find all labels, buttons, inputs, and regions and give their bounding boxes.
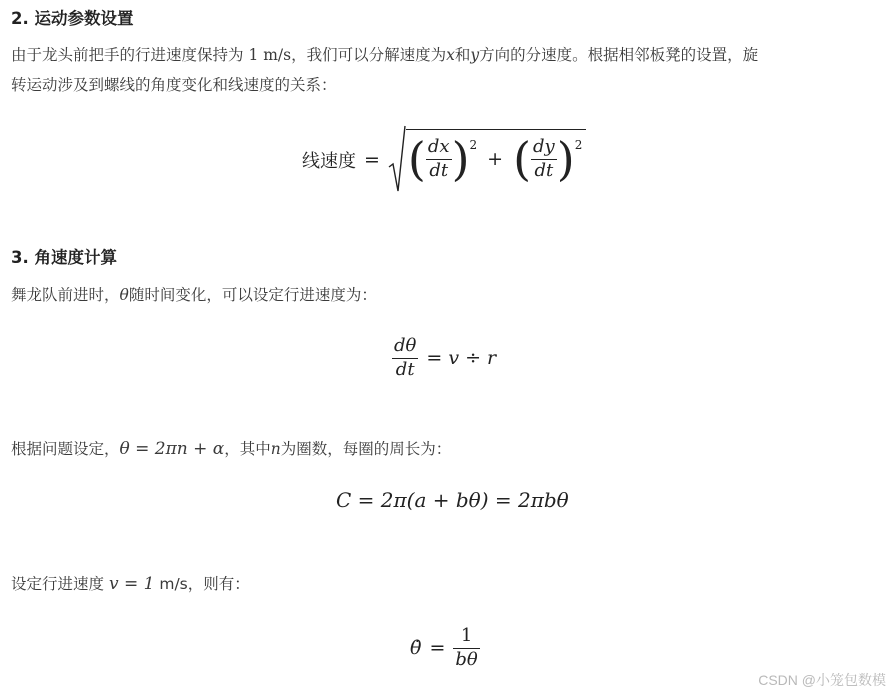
text-span: 根据问题设定， bbox=[11, 440, 120, 458]
text-span: ，我们可以分解速度为 bbox=[291, 46, 447, 64]
circumference-formula: C = 2π(a + bθ) = 2πbθ bbox=[336, 488, 569, 512]
speed-value: 1 m/s bbox=[248, 46, 292, 64]
fraction-dtheta-dt bbox=[392, 336, 418, 380]
var-theta: θ bbox=[119, 286, 129, 304]
frac-num: dθ bbox=[394, 334, 417, 356]
theta-dot-formula bbox=[410, 620, 480, 676]
text-span: 设定行进速度 bbox=[11, 575, 109, 593]
watermark: CSDN @小笼包数模 bbox=[758, 672, 886, 688]
plus-sign: + bbox=[487, 148, 504, 170]
frac-den: dt bbox=[395, 358, 415, 380]
fraction-1-btheta bbox=[453, 626, 479, 670]
theta-equation: θ = 2πn + α bbox=[119, 439, 225, 459]
section-2-paragraph-line-2: 转运动涉及到螺线的角度变化和线速度的关系： bbox=[11, 76, 337, 94]
frac-num: 1 bbox=[460, 624, 473, 646]
exponent: 2 bbox=[469, 138, 478, 152]
equals-sign: = bbox=[364, 149, 380, 171]
paren-close: ) bbox=[451, 132, 470, 186]
section-3-paragraph-3 bbox=[11, 569, 250, 599]
frac-num: dx bbox=[427, 135, 450, 157]
paren-open: ( bbox=[407, 132, 426, 186]
equals-sign: = bbox=[429, 637, 446, 659]
text-span: 舞龙队前进时， bbox=[11, 286, 120, 304]
fraction-dx-dt bbox=[426, 137, 452, 181]
text-span: ，则有： bbox=[187, 575, 250, 593]
velocity-equation: v = 1 bbox=[108, 574, 155, 594]
text-span: 随时间变化，可以设定行进速度为： bbox=[128, 286, 377, 304]
text-span: ，其中 bbox=[224, 440, 271, 458]
text-span: 方向的分速度。根据相邻板凳的设置，旋 bbox=[479, 46, 759, 64]
paren-open: ( bbox=[513, 132, 532, 186]
linear-velocity-formula bbox=[302, 122, 586, 198]
sqrt-content bbox=[406, 129, 586, 186]
text-span: 由于龙头前把手的行进速度保持为 bbox=[11, 46, 249, 64]
var-n: n bbox=[270, 440, 281, 458]
section-3-heading: 3. 角速度计算 bbox=[11, 248, 117, 267]
var-y: y bbox=[470, 46, 480, 64]
section-2-paragraph-line-1 bbox=[11, 40, 758, 70]
formula-rhs: = v ÷ r bbox=[426, 347, 497, 369]
frac-den: dt bbox=[534, 159, 554, 181]
frac-num: dy bbox=[533, 135, 555, 157]
text-span: 和 bbox=[454, 46, 471, 64]
sqrt-sign-icon bbox=[388, 125, 406, 195]
theta-dot: θ̇ bbox=[410, 637, 422, 659]
exponent: 2 bbox=[574, 138, 583, 152]
section-2-heading: 2. 运动参数设置 bbox=[11, 9, 134, 28]
unit: m/s bbox=[154, 575, 188, 593]
angular-velocity-formula bbox=[392, 330, 496, 386]
var-x: x bbox=[446, 46, 455, 64]
section-3-paragraph-1 bbox=[11, 280, 377, 310]
formula-lhs: 线速度 bbox=[302, 151, 356, 172]
section-3-paragraph-2 bbox=[11, 434, 451, 464]
frac-den: dt bbox=[429, 159, 449, 181]
fraction-dy-dt bbox=[531, 137, 557, 181]
paren-close: ) bbox=[556, 132, 575, 186]
text-span: 为圈数，每圈的周长为： bbox=[280, 440, 452, 458]
frac-den: bθ bbox=[455, 648, 478, 670]
